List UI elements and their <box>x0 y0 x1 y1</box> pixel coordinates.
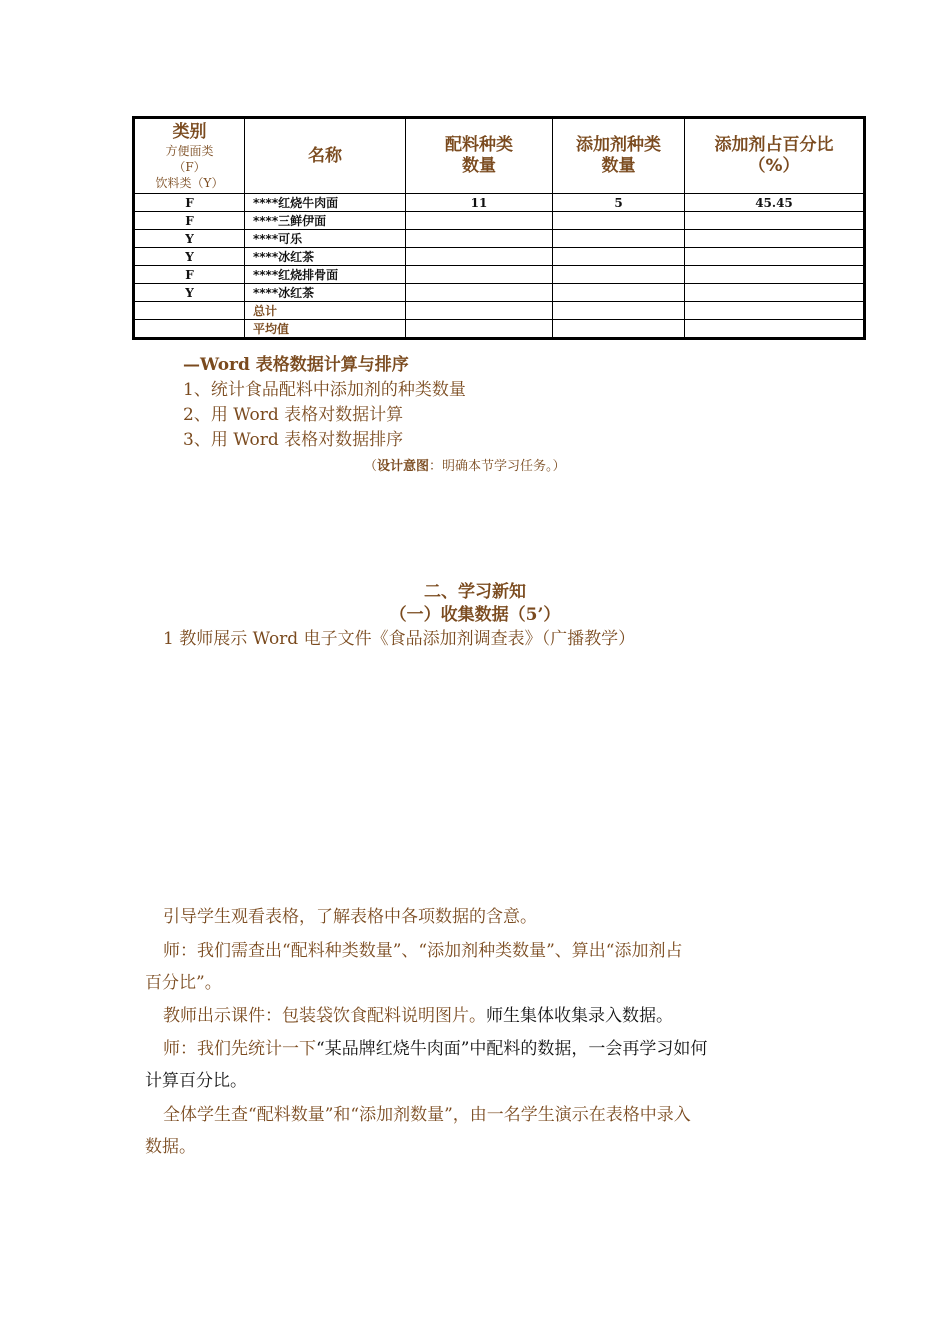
paragraph-3 <box>145 1000 805 1032</box>
total-ingredients <box>406 302 553 320</box>
total-category <box>134 302 245 320</box>
table-header-row <box>134 118 865 194</box>
row-category: F <box>134 194 245 212</box>
header-category-line3: 饮料类（Y） <box>155 175 224 190</box>
task-item-1: 1、统计食品配料中添加剂的种类数量 <box>183 380 466 400</box>
paragraph-2-line2: 百分比”。 <box>145 973 222 993</box>
row-ingredients <box>406 248 553 266</box>
paragraph-2 <box>145 935 805 999</box>
row-percent: 45.45 <box>685 194 865 212</box>
row-additives <box>553 266 685 284</box>
paragraph-4-part2: “某品牌红烧牛肉面”中配料的数据，一会再学习如何 <box>316 1039 708 1059</box>
row-ingredients <box>406 266 553 284</box>
row-additives <box>553 230 685 248</box>
row-percent <box>685 248 865 266</box>
part2-heading: 二、学习新知 <box>424 582 526 602</box>
paragraph-3-part1: 教师出示课件：包装袋饮食配料说明图片。 <box>163 1006 486 1026</box>
row-name: ****可乐 <box>245 230 406 248</box>
header-additive-percent <box>685 118 865 194</box>
part2-subheading: （一）收集数据（5’） <box>389 605 561 625</box>
header-ingredient-line1: 配料种类 <box>445 135 513 155</box>
row-additives: 5 <box>553 194 685 212</box>
table-row <box>134 266 865 284</box>
header-percent-line2: （%） <box>748 156 800 176</box>
row-category: Y <box>134 248 245 266</box>
row-ingredients <box>406 284 553 302</box>
header-additive-line1: 添加剂种类 <box>576 135 661 155</box>
table-row <box>134 248 865 266</box>
row-category: Y <box>134 284 245 302</box>
paragraph-1 <box>145 901 805 933</box>
row-percent <box>685 230 865 248</box>
header-category <box>134 118 245 194</box>
row-name: ****红烧牛肉面 <box>245 194 406 212</box>
design-intent-note <box>364 455 566 474</box>
average-category <box>134 320 245 339</box>
section-title: —Word 表格数据计算与排序 <box>183 355 409 375</box>
intent-text: ：明确本节学习任务。） <box>429 459 566 474</box>
header-category-line2: （F） <box>173 159 206 174</box>
paragraph-2-line1: 师：我们需查出“配料种类数量”、“添加剂种类数量”、算出“添加剂占 <box>163 941 683 961</box>
task-item-2: 2、用 Word 表格对数据计算 <box>183 405 404 425</box>
total-additives <box>553 302 685 320</box>
row-percent <box>685 266 865 284</box>
header-category-title: 类别 <box>172 121 207 142</box>
row-category: Y <box>134 230 245 248</box>
row-ingredients <box>406 212 553 230</box>
average-additives <box>553 320 685 339</box>
row-percent <box>685 212 865 230</box>
row-category: F <box>134 266 245 284</box>
intent-label: 设计意图 <box>377 459 430 474</box>
row-category: F <box>134 212 245 230</box>
row-additives <box>553 212 685 230</box>
header-ingredient-count <box>406 118 553 194</box>
paragraph-4-line2: 计算百分比。 <box>145 1071 247 1091</box>
header-category-line1: 方便面类 <box>165 143 214 158</box>
header-percent-line1: 添加剂占百分比 <box>714 135 834 155</box>
table-row <box>134 230 865 248</box>
task-item-3: 3、用 Word 表格对数据排序 <box>183 430 404 450</box>
row-additives <box>553 284 685 302</box>
row-name: ****红烧排骨面 <box>245 266 406 284</box>
paragraph-3-part2: 师生集体收集录入数据。 <box>486 1006 673 1026</box>
header-additive-line2: 数量 <box>601 156 636 176</box>
header-ingredient-line2: 数量 <box>462 156 496 176</box>
paragraph-5 <box>145 1099 805 1163</box>
average-label: 平均值 <box>245 320 406 339</box>
row-name: ****冰红茶 <box>245 284 406 302</box>
table-row <box>134 212 865 230</box>
row-percent <box>685 284 865 302</box>
table-average-row <box>134 320 865 339</box>
step-1-text: 1 教师展示 Word 电子文件《食品添加剂调查表》（广播教学） <box>163 629 636 649</box>
paragraph-1-line1: 引导学生观看表格，了解表格中各项数据的含意。 <box>163 907 537 927</box>
table-row <box>134 194 865 212</box>
row-additives <box>553 248 685 266</box>
total-percent <box>685 302 865 320</box>
row-ingredients: 11 <box>406 194 553 212</box>
row-name: ****三鲜伊面 <box>245 212 406 230</box>
intent-open: （ <box>364 459 378 474</box>
header-name <box>245 118 406 194</box>
paragraph-4-part1: 师：我们先统计一下 <box>163 1039 316 1059</box>
paragraph-5-line2: 数据。 <box>145 1137 196 1157</box>
table-row <box>134 284 865 302</box>
paragraph-5-line1: 全体学生查“配料数量”和“添加剂数量”，由一名学生演示在表格中录入 <box>163 1105 691 1125</box>
header-name-text: 名称 <box>308 145 342 166</box>
row-ingredients <box>406 230 553 248</box>
average-ingredients <box>406 320 553 339</box>
total-label: 总计 <box>245 302 406 320</box>
average-percent <box>685 320 865 339</box>
additive-survey-table <box>132 116 866 340</box>
row-name: ****冰红茶 <box>245 248 406 266</box>
table-total-row <box>134 302 865 320</box>
paragraph-4 <box>145 1033 805 1097</box>
header-additive-count <box>553 118 685 194</box>
